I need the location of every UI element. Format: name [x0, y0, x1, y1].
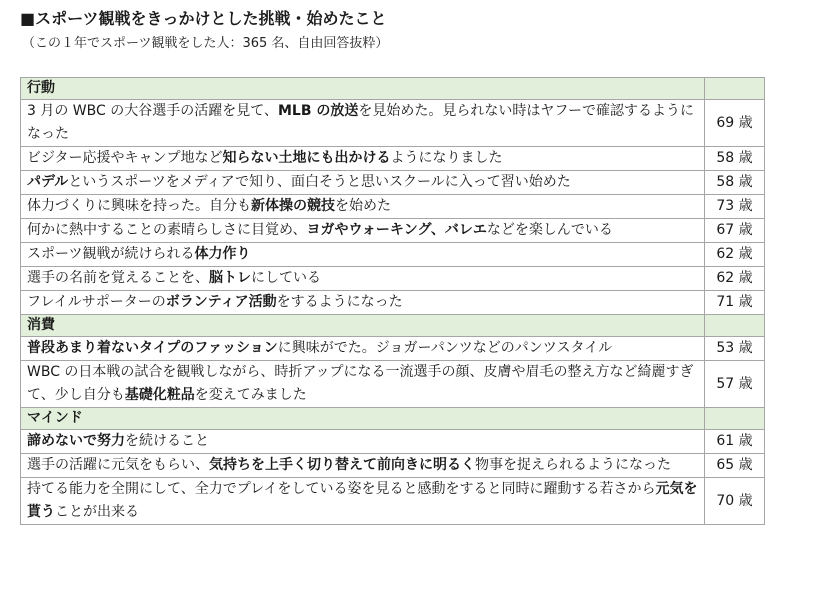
respondent-age: 58 歳 [705, 171, 765, 195]
response-phrase: 体力づくりに興味を持った。自分も [27, 198, 251, 214]
table-row [21, 291, 765, 315]
response-phrase: を変えてみました [194, 387, 307, 403]
response-phrase: ことが出来る [55, 504, 139, 520]
highlighted-phrase: 脳トレ [209, 270, 251, 286]
page-subtitle: （この１年でスポーツ観戦をした人：365 名、自由回答抜粋） [22, 36, 389, 51]
response-text [21, 171, 705, 195]
table-row [21, 171, 765, 195]
highlighted-phrase: 体力作り [194, 246, 251, 262]
table-row [21, 219, 765, 243]
table-row [21, 337, 765, 361]
category-age-cell [705, 408, 765, 430]
respondent-age: 53 歳 [705, 337, 765, 361]
category-label: 消費 [21, 315, 705, 337]
highlighted-phrase: 知らない土地にも出かける [222, 150, 391, 166]
response-text [21, 454, 705, 478]
response-text [21, 291, 705, 315]
table-row [21, 430, 765, 454]
response-phrase: ようになりました [390, 150, 503, 166]
response-phrase: WBC の日本戦の試合を観戦しながら、時折アップになる一流選手の顔、皮膚や眉毛の整え方など綺麗すぎて、少し自分も [27, 364, 694, 403]
response-phrase: を見始めた。見られない時はヤフーで確認するようになった [27, 103, 694, 142]
highlighted-phrase: 普段あまり着ないタイプのファッション [27, 340, 278, 356]
highlighted-phrase: MLB の放送 [277, 103, 359, 119]
response-phrase: 選手の名前を覚えることを、 [27, 270, 209, 286]
category-label: マインド [21, 408, 705, 430]
highlighted-phrase: 諦めないで努力 [27, 433, 125, 449]
response-phrase: 物事を捉えられるようになった [475, 457, 671, 473]
table-row [21, 454, 765, 478]
response-phrase: 何かに熱中することの素晴らしさに目覚め、 [27, 222, 307, 238]
response-text [21, 430, 705, 454]
respondent-age: 67 歳 [705, 219, 765, 243]
highlighted-phrase: ボランティア活動 [165, 294, 277, 310]
respondent-age: 58 歳 [705, 147, 765, 171]
page-title: ■スポーツ観戦をきっかけとした挑戦・始めたこと [20, 9, 387, 28]
category-label: 行動 [21, 78, 705, 100]
response-phrase: に興味がでた。ジョガーパンツなどのパンツスタイル [277, 340, 613, 356]
respondent-age: 65 歳 [705, 454, 765, 478]
response-phrase: を続けること [125, 433, 209, 449]
response-text [21, 361, 705, 408]
category-age-cell [705, 315, 765, 337]
response-table [20, 77, 765, 525]
highlighted-phrase: 元気を貰う [27, 481, 698, 520]
table-row [21, 195, 765, 219]
category-row [21, 315, 765, 337]
response-text [21, 195, 705, 219]
highlighted-phrase: ヨガやウォーキング、バレエ [306, 222, 487, 238]
response-text [21, 147, 705, 171]
response-phrase: にしている [251, 270, 321, 286]
category-row [21, 78, 765, 100]
response-phrase: 持てる能力を全開にして、全力でプレイをしている姿を見ると感動をすると同時に躍動する若さから [27, 481, 656, 497]
category-row [21, 408, 765, 430]
response-phrase: フレイルサポーターの [27, 294, 166, 310]
response-phrase: というスポーツをメディアで知り、面白そうと思いスクールに入って習い始めた [68, 174, 571, 190]
respondent-age: 61 歳 [705, 430, 765, 454]
response-phrase: をするようになった [276, 294, 403, 310]
response-phrase: ビジター応援やキャンプ地など [27, 150, 223, 166]
response-text [21, 337, 705, 361]
response-text [21, 267, 705, 291]
highlighted-phrase: 気持ちを上手く切り替えて前向きに明るく [209, 457, 475, 473]
response-phrase: などを楽しんでいる [486, 222, 613, 238]
response-phrase: 3 月の WBC の大谷選手の活躍を見て、 [27, 103, 278, 119]
category-age-cell [705, 78, 765, 100]
response-phrase: を始めた [335, 198, 391, 214]
table-row [21, 267, 765, 291]
respondent-age: 62 歳 [705, 243, 765, 267]
highlighted-phrase: パデル [27, 174, 69, 190]
response-text [21, 219, 705, 243]
respondent-age: 70 歳 [705, 478, 765, 525]
table-row [21, 100, 765, 147]
highlighted-phrase: 新体操の競技 [251, 198, 335, 214]
table-row [21, 243, 765, 267]
table-row [21, 361, 765, 408]
response-phrase: 選手の活躍に元気をもらい、 [27, 457, 209, 473]
highlighted-phrase: 基礎化粧品 [124, 387, 195, 403]
response-text [21, 478, 705, 525]
table-row [21, 478, 765, 525]
response-text [21, 100, 705, 147]
response-phrase: スポーツ観戦が続けられる [27, 246, 195, 262]
respondent-age: 57 歳 [705, 361, 765, 408]
respondent-age: 73 歳 [705, 195, 765, 219]
response-text [21, 243, 705, 267]
respondent-age: 71 歳 [705, 291, 765, 315]
table-row [21, 147, 765, 171]
respondent-age: 62 歳 [705, 267, 765, 291]
respondent-age: 69 歳 [705, 100, 765, 147]
